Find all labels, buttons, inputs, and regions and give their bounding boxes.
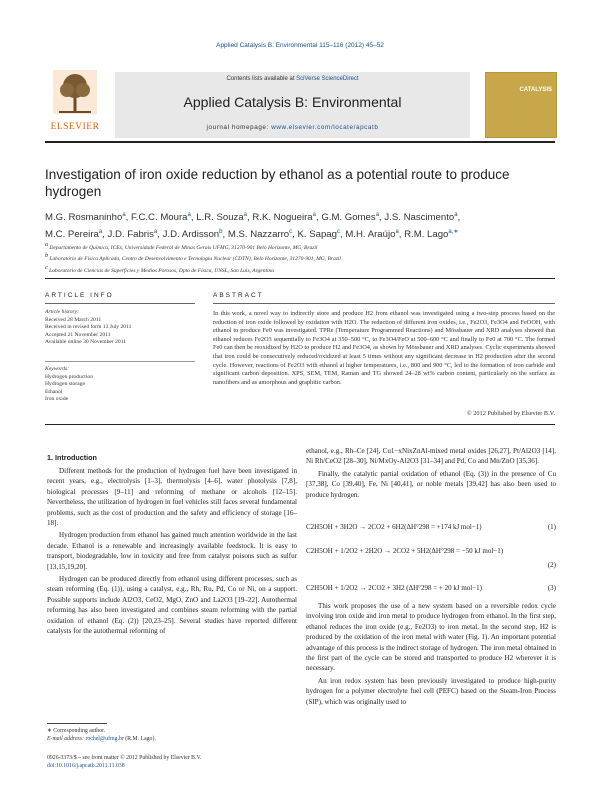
equation-text: C2H5OH + 1/2O2 + 2H2O → 2CO2 + 5H2(ΔH°298 = −50 kJ mol−1) [306, 547, 504, 555]
affiliations [45, 241, 555, 275]
header-divider [45, 278, 555, 279]
body-column-right-bottom [306, 601, 556, 709]
article-title: Investigation of iron oxide reduction by ethanol as a potential route to produce hydrogen [45, 167, 510, 199]
keyword: Hydrogen storage [45, 381, 85, 387]
abstract-rule [213, 303, 555, 304]
copyright: © 2012 Published by Elsevier B.V. [466, 410, 555, 417]
history-item: Received 28 March 2011 [45, 316, 102, 323]
body-column-right-top [306, 446, 556, 502]
author[interactable]: K. Sapag$^c$ [297, 229, 340, 241]
body-paragraph: Hydrogen production from ethanol has gained much attention worldwide in the last decade. Ethanol is a renewable and increasingly available feedstock. It is easy to transport, biodegradable, low in toxicity and free from catalyst poisons such as sulfur [13,15,19,20]. [47, 531, 297, 571]
author[interactable]: J.S. Nascimento$^a$ [384, 212, 458, 224]
article-history [45, 309, 195, 347]
section-heading-introduction: 1. Introduction [47, 453, 97, 462]
keywords [45, 366, 195, 404]
history-label: Article history: [45, 309, 80, 315]
publisher-name: ELSEVIER [50, 122, 100, 132]
issn-line: 0926-3373/$ – see front matter © 2012 Published by Elsevier B.V. [47, 755, 202, 761]
equation-text: C2H5OH + 1/2O2 → 2CO2 + 3H2 (ΔH°298 = + 20 kJ mol−1) [306, 584, 482, 592]
keywords-label: Keywords: [45, 366, 70, 372]
keywords-divider [45, 361, 195, 362]
corresponding-author: ∗ Corresponding author. [47, 728, 106, 734]
contents-line [115, 76, 470, 82]
keyword: Ethanol [45, 388, 63, 395]
keyword: Iron oxide [45, 396, 69, 402]
body-paragraph: An iron redox system has been previously investigated to produce high-purity hydrogen for a polymer electrolyte fuel cell (PEFC) based on the Steam-Iron Process (SIP), which was originally used to [306, 676, 556, 706]
sciencedirect-link[interactable]: SciVerse ScienceDirect [296, 76, 359, 82]
history-item: Available online 30 November 2011 [45, 339, 127, 345]
author[interactable]: M.C. Pereira$^a$ [45, 229, 103, 241]
body-column-left [47, 466, 297, 639]
keyword: Hydrogen production [45, 373, 94, 380]
masthead [45, 52, 555, 140]
author[interactable]: R.K. Nogueira$^a$ [252, 212, 316, 224]
author[interactable]: G.M. Gomes$^a$ [321, 212, 380, 224]
footnote [47, 727, 297, 743]
article-info-rule [45, 303, 195, 304]
body-paragraph: Different methods for the production of hydrogen fuel have been investigated in recent years, e.g., electrolysis [1–3], thermolysis [4–6], water photolysis [7,8], biological processes [9–11] and reforming of methane or alcohols [12–15]. Nevertheless, the utilization of hydrogen in fuel vehicles still faces several fundamental problems, such as the cost of production and the safety and efficiency of storage [16–18]. [47, 467, 297, 528]
homepage-prefix: journal homepage: [206, 124, 272, 131]
abstract-divider [45, 424, 555, 425]
body-paragraph: ethanol, e.g., Rh–Ce [24], Cu1−xNixZnAl-mixed metal oxides [26,27], Pt/Al2O3 [14], Ni Rh/CeO2 [28–30], Ni/MxOy-Al2O3 [31–34] and Pd, Co and Mn/ZnO [35,36]. [306, 447, 556, 466]
author-list [45, 208, 555, 242]
journal-reference[interactable]: Applied Catalysis B: Environmental 115–116 (2012) 45–52 [216, 42, 384, 49]
contents-prefix: Contents lists available at [226, 76, 297, 82]
equation-1 [306, 523, 556, 531]
masthead-banner [115, 72, 470, 138]
author[interactable]: M.G. Rosmaninho$^a$ [45, 212, 126, 224]
journal-homepage [115, 124, 470, 131]
article-info-heading: ARTICLE INFO [45, 292, 114, 299]
body-paragraph: This work proposes the use of a new system based on a reversible redox cycle involving iron oxide and iron metal to produce hydrogen from ethanol. In the first step, ethanol reduces the iron oxide (e.g., Fe2O3) to iron metal. In the second step, H2 is produced by the oxidation of the iron metal with water (Fig. 1). An important potential advantage of this process is the indirect storage of hydrogen. The iron metal obtained in the first part of the cycle can be stored and transported to produce H2 wherever it is necessary. [306, 602, 556, 673]
email-line: E-mail address: rochel@ufmg.br (R.M. Lago). [47, 736, 156, 743]
affiliation: $^a$ Departamento de Química, ICEx, Universidade Federal de Minas Gerais UFMG, 31270-901 Belo Horizonte, MG, Brazil [45, 242, 318, 251]
cover-title: CATALYSIS [519, 87, 552, 93]
equation-text: C2H5OH + 3H2O → 2CO2 + 6H2(ΔH°298 = +174 kJ mol−1) [306, 523, 482, 531]
body-paragraph: Hydrogen can be produced directly from ethanol using different processes, such as steam reforming (Eq. (1)), using a catalyst, e.g., Rh, Ru, Pd, Co or Ni, on a support. Possible supports include Al2O3, CeO2, MgO, ZnO and La2O3 [19–22]. Autothermal reforming has also been investigated and combines steam reforming with the partial oxidation of ethanol (Eq. (2)) [20,23–25]. Several studies have reported different catalysts for the autothermal reforming of [47, 575, 297, 636]
equation-2 [306, 547, 556, 569]
equation-number: (1) [547, 523, 556, 531]
equation-number: (2) [547, 561, 556, 569]
author[interactable]: R.M. Lago$^{a,∗}$ [404, 229, 459, 241]
abstract-text: In this work, a novel way to indirectly store and produce H2 from ethanol was investigated using a two-step process based on the reduction of iron oxide followed by oxidation with H2O. The reduction of different iron oxides, i.e., Fe2O3, Fe3O4 and FeOOH, with ethanol to produce Fe0 was investigated. TPRe (Temperature Programmed Reactions) and Mössbauer and XRD analyses showed that ethanol reduces Fe2O3 sequentially to Fe3O4 at 350–500 °C, to Fe3O4/FeO at 500–600 °C and finally to Fe0 at 700 °C. The formed Fe0 can then be reoxidized by H2O to produce H2 and Fe3O4, as shown by Mössbauer and XRD analyses. Cyclic experiments showed that iron could be consecutively reduced/oxidized at least 5 times without any significant decrease in H2 production after the second cycle. However, reactions of Fe2O3 with ethanol at higher temperatures, i.e., 800 and 900 °C, led to the formation of iron carbide and significant carbon deposition. XPS, SEM, TEM, Raman and TG showed 24–28 wt% carbon content, particularly on the surface as nanofibers and as amorphous and graphitic carbon. [213, 310, 555, 386]
author[interactable]: M.S. Nazzarro$^c$ [227, 229, 293, 241]
history-item: Received in revised form 13 July 2011 [45, 324, 132, 330]
history-item: Accepted 21 November 2011 [45, 331, 111, 338]
equation-number: (3) [547, 584, 556, 592]
affiliation: $^b$ Laboratório de Física Aplicada, Centro de Desenvolvimento e Tecnologia Nuclear (CDTN), Belo Horizonte, 31270-901, MG, Brazil [45, 253, 341, 263]
author[interactable]: M.H. Araújo$^a$ [345, 229, 399, 241]
affiliation: $^c$ Laboratorio de Ciencias de Superficies y Medios Porosos, Dpto de Física, UNSL, San Luis, Argentina [45, 264, 275, 274]
author[interactable]: L.R. Souza$^a$ [196, 212, 248, 224]
author-line-1: M.G. Rosmaninho$^a$, F.C.C. Moura$^a$, L.R. Souza$^a$, R.K. Nogueira$^a$, G.M. Gomes$^a$, J.S. Nascimento$^a$, [45, 212, 461, 224]
elsevier-tree-icon [53, 70, 97, 114]
author[interactable]: J.D. Fabris$^a$ [107, 229, 158, 241]
footnote-rule [47, 723, 107, 724]
abstract-heading: ABSTRACT [213, 292, 264, 299]
elsevier-logo [45, 70, 105, 138]
email-link[interactable]: rochel@ufmg.br [85, 736, 124, 743]
journal-title: Applied Catalysis B: Environmental [183, 94, 402, 110]
masthead-divider [45, 141, 555, 143]
journal-cover-thumbnail [485, 72, 557, 138]
doi-link[interactable]: doi:10.1016/j.apcatb.2011.11.038 [47, 763, 125, 769]
equation-3 [306, 584, 556, 592]
body-paragraph: Finally, the catalytic partial oxidation of ethanol (Eq. (3)) in the presence of Cu [37,38], Co [39,40], Fe, Ni [40,41], or noble metals [39,42] has also been used to produce hydrogen. [306, 469, 556, 499]
author[interactable]: F.C.C. Moura$^a$ [131, 212, 191, 224]
issn-doi [47, 754, 297, 770]
author-line-2: M.C. Pereira$^a$, J.D. Fabris$^a$, J.D. Ardisson$^b$, M.S. Nazzarro$^c$, K. Sapag$^c$, M.H. Araújo$^a$, R.M. Lago$^{a,∗}$ [45, 229, 459, 241]
author[interactable]: J.D. Ardisson$^b$ [162, 229, 223, 241]
homepage-link[interactable]: www.elsevier.com/locate/apcatb [271, 124, 379, 131]
